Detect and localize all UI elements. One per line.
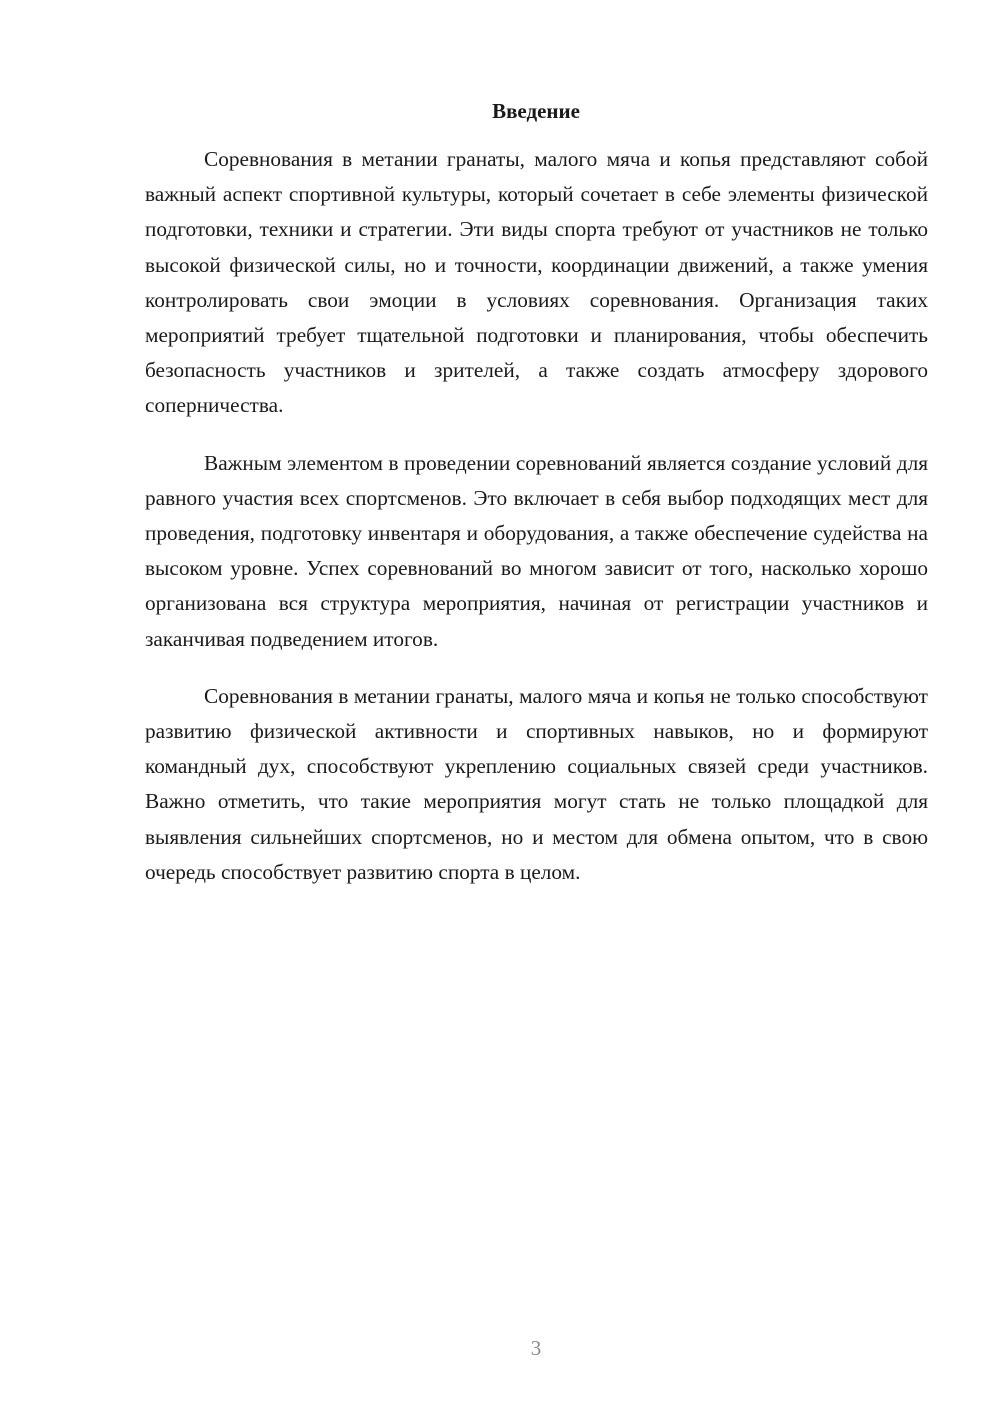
paragraph-1: Соревнования в метании гранаты, малого мяча и копья представляют собой важный аспект спортивной культуры, который сочетает в себе элементы физической подготовки, техники и стратегии. Эти виды спорта требуют от участников не только высокой физической силы, но и точности, координации движений, а также умения контролировать свои эмоции в условиях соревнования. Организация таких мероприятий требует тщательной подготовки и планирования, чтобы обеспечить безопасность участников и зрителей, а также создать атмосферу здорового соперничества. [145, 147, 928, 418]
body-text [145, 142, 928, 912]
paragraph-3: Соревнования в метании гранаты, малого мяча и копья не только способствуют развитию физической активности и спортивных навыков, но и формируют командный дух, способствуют укреплению социальных связей среди участников. Важно отметить, что такие мероприятия могут стать не только площадкой для выявления сильнейших спортсменов, но и местом для обмена опытом, что в свою очередь способствует развитию спорта в целом. [145, 683, 928, 884]
paragraph-2: Важным элементом в проведении соревнований является создание условий для равного участия всех спортсменов. Это включает в себя выбор подходящих мест для проведения, подготовку инвентаря и оборудования, а также обеспечение судейства на высоком уровне. Успех соревнований во многом зависит от того, насколько хорошо организована вся структура мероприятия, начиная от регистрации участников и заканчивая подведением итогов. [145, 450, 928, 651]
page-number: 3 [530, 1336, 542, 1360]
page-title: Введение [492, 99, 580, 123]
